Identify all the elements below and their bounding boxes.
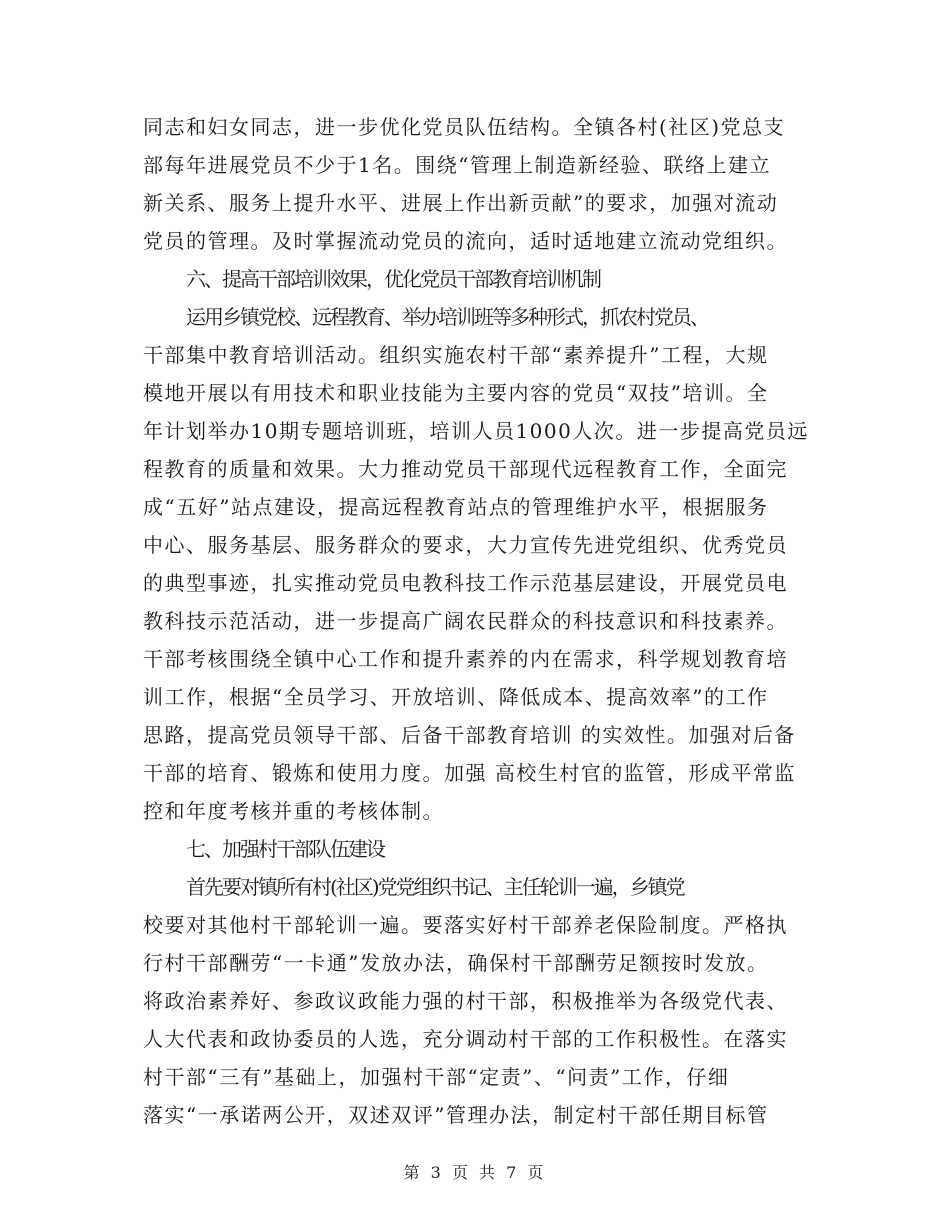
text-line: 行村干部酬劳“一卡通”发放办法，确保村干部酬劳足额按时发放。 [143, 951, 769, 975]
text-line: 程教育的质量和效果。大力推动党员干部现代远程教育工作，全面完 [143, 457, 788, 481]
text-line: 干部集中教育培训活动。组织实施农村干部“素养提升”工程，大规 [143, 343, 769, 367]
text-line: 校要对其他村干部轮训一遍。要落实好村干部养老保险制度。严格执 [143, 913, 788, 937]
text-line: 村干部“三有”基础上，加强村干部“定责”、“问责”工作，仔细 [143, 1065, 730, 1089]
text-line: 控和年度考核并重的考核体制。 [143, 799, 444, 823]
text-line: 同志和妇女同志，进一步优化党员队伍结构。全镇各村(社区)党总支 [143, 115, 786, 139]
text-line: 新关系、服务上提升水平、进展上作出新贡献”的要求，加强对流动 [143, 191, 779, 215]
text-line: 党员的管理。及时掌握流动党员的流向，适时适地建立流动党组织。 [143, 229, 788, 253]
text-line: 干部考核围绕全镇中心工作和提升素养的内在需求，科学规划教育培 [143, 647, 788, 671]
text-line: 首先要对镇所有村(社区)党党组织书记、主任轮训一遍，乡镇党 [186, 875, 684, 899]
text-line: 落实“一承诺两公开，双述双评”管理办法，制定村干部任期目标管 [143, 1103, 769, 1127]
text-line: 中心、服务基层、服务群众的要求，大力宣传先进党组织、优秀党员 [143, 533, 788, 557]
text-line: 思路，提高党员领导干部、后备干部教育培训 的实效性。加强对后备 [143, 723, 796, 747]
text-line: 年计划举办10期专题培训班，培训人员1000人次。进一步提高党员远 [143, 419, 809, 443]
text-line: 将政治素养好、参政议政能力强的村干部，积极推举为各级党代表、 [143, 989, 788, 1013]
text-line: 模地开展以有用技术和职业技能为主要内容的党员“双技”培训。全 [143, 381, 769, 405]
text-line: 教科技示范活动，进一步提高广阔农民群众的科技意识和科技素养。 [143, 609, 788, 633]
text-line: 人大代表和政协委员的人选，充分调动村干部的工作积极性。在落实 [143, 1027, 788, 1051]
section-heading: 七、加强村干部队伍建设 [186, 837, 384, 861]
page-number: 第 3 页 共 7 页 [403, 1163, 547, 1182]
section-heading: 六、提高干部培训效果，优化党员干部教育培训机制 [186, 267, 600, 291]
text-line: 运用乡镇党校、远程教育、举办培训班等多种形式，抓农村党员、 [186, 305, 708, 329]
text-line: 部每年进展党员不少于1名。围绕“管理上制造新经验、联络上建立 [143, 153, 771, 177]
text-line: 的典型事迹，扎实推动党员电教科技工作示范基层建设，开展党员电 [143, 571, 788, 595]
text-line: 成“五好”站点建设，提高远程教育站点的管理维护水平，根据服务 [143, 495, 769, 519]
text-line: 干部的培育、锻炼和使用力度。加强 高校生村官的监管，形成平常监 [143, 761, 796, 785]
text-line: 训工作，根据“全员学习、开放培训、降低成本、提高效率”的工作 [143, 685, 769, 709]
